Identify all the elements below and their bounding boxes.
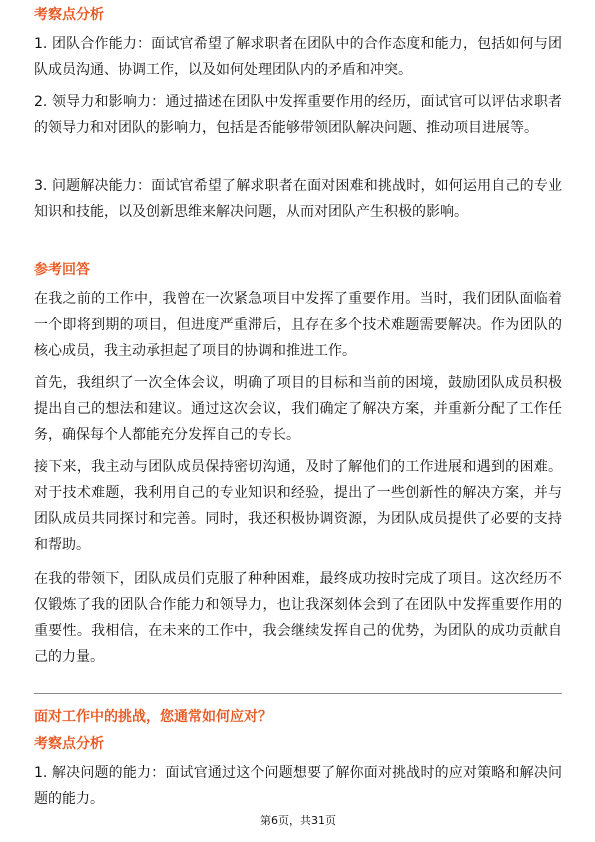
analysis-point-3: 3. 问题解决能力：面试官希望了解求职者在面对困难和挑战时，如何运用自己的专业知识和技能，以及创新思维来解决问题，从而对团队产生积极的影响。 <box>34 178 562 220</box>
answer-paragraph-2: 首先，我组织了一次全体会议，明确了项目的目标和当前的困境，鼓励团队成员积极提出自己的想法和建议。通过这次会议，我们确定了解决方案，并重新分配了工作任务，确保每个人都能充分发挥自己的专长。 <box>34 375 562 443</box>
section-divider <box>34 693 562 694</box>
page-number: 第6页，共31页 <box>260 814 336 827</box>
document-page <box>34 0 562 842</box>
answer-paragraph-1: 在我之前的工作中，我曾在一次紧急项目中发挥了重要作用。当时，我们团队面临着一个即将到期的项目，但进度严重滞后，且存在多个技术难题需要解决。作为团队的核心成员，我主动承担起了项目的协调和推进工作。 <box>34 291 562 359</box>
analysis-point-2: 2. 领导力和影响力：通过描述在团队中发挥重要作用的经历，面试官可以评估求职者的领导力和对团队的影响力，包括是否能够带领团队解决问题、推动项目进展等。 <box>34 94 562 136</box>
analysis-point-1: 1. 团队合作能力：面试官希望了解求职者在团队中的合作态度和能力，包括如何与团队成员沟通、协调工作，以及如何处理团队内的矛盾和冲突。 <box>34 36 562 78</box>
section-heading-analysis: 考察点分析 <box>34 7 104 23</box>
question-title: 面对工作中的挑战，您通常如何应对？ <box>34 709 272 725</box>
section-heading-reference-answer: 参考回答 <box>34 262 90 278</box>
analysis-point-q2-1: 1. 解决问题的能力：面试官通过这个问题想要了解你面对挑战时的应对策略和解决问题的能力。 <box>34 765 562 807</box>
answer-paragraph-3: 接下来，我主动与团队成员保持密切沟通，及时了解他们的工作进展和遇到的困难。对于技术难题，我利用自己的专业知识和经验，提出了一些创新性的解决方案，并与团队成员共同探讨和完善。同时，我还积极协调资源，为团队成员提供了必要的支持和帮助。 <box>34 459 562 553</box>
section-heading-analysis-2: 考察点分析 <box>34 736 104 752</box>
answer-paragraph-4: 在我的带领下，团队成员们克服了种种困难，最终成功按时完成了项目。这次经历不仅锻炼了我的团队合作能力和领导力，也让我深刻体会到了在团队中发挥重要作用的重要性。我相信，在未来的工作中，我会继续发挥自己的优势，为团队的成功贡献自己的力量。 <box>34 571 562 665</box>
